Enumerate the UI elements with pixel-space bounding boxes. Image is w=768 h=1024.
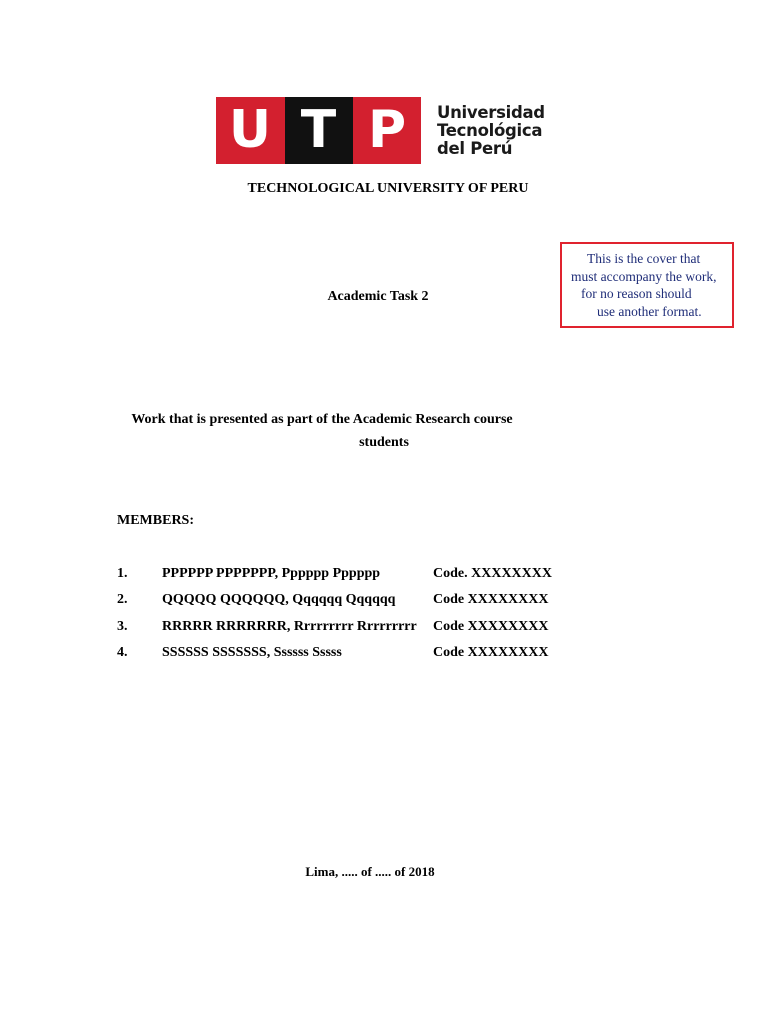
member-code: Code XXXXXXXX bbox=[433, 645, 549, 660]
logo-letter-p: P bbox=[367, 100, 407, 160]
members-heading: MEMBERS: bbox=[117, 513, 194, 528]
utp-logo-mark bbox=[216, 97, 421, 164]
logo-letter-t: T bbox=[300, 100, 337, 160]
note-line: This is the cover that bbox=[587, 251, 701, 266]
member-number: 4. bbox=[117, 645, 128, 660]
students-label: students bbox=[359, 435, 409, 450]
member-code: Code XXXXXXXX bbox=[433, 592, 549, 607]
logo-text-line: Universidad bbox=[437, 102, 545, 122]
member-code: Code XXXXXXXX bbox=[433, 619, 549, 634]
member-code: Code. XXXXXXXX bbox=[433, 566, 552, 581]
member-name: SSSSSS SSSSSSS, Ssssss Sssss bbox=[162, 645, 342, 660]
task-title: Academic Task 2 bbox=[327, 289, 429, 304]
place-date-footer: Lima, ..... of ..... of 2018 bbox=[305, 864, 435, 879]
note-line: for no reason should bbox=[581, 286, 692, 301]
member-number: 3. bbox=[117, 619, 128, 634]
note-line: must accompany the work, bbox=[571, 269, 717, 284]
note-line: use another format. bbox=[597, 304, 702, 319]
member-name: RRRRR RRRRRRR, Rrrrrrrrr Rrrrrrrrr bbox=[162, 619, 417, 634]
university-title: TECHNOLOGICAL UNIVERSITY OF PERU bbox=[247, 181, 529, 196]
logo-wordmark bbox=[437, 104, 545, 158]
logo-text-line: Tecnológica bbox=[437, 120, 543, 140]
member-number: 2. bbox=[117, 592, 128, 607]
logo-text-line: del Perú bbox=[437, 138, 513, 158]
format-note-box bbox=[560, 242, 734, 328]
work-description: Work that is presented as part of the Academic Research course bbox=[131, 412, 513, 427]
logo-letter-u: U bbox=[228, 100, 272, 160]
utp-logo bbox=[216, 97, 545, 164]
member-number: 1. bbox=[117, 566, 128, 581]
member-name: QQQQQ QQQQQQ, Qqqqqq Qqqqqq bbox=[162, 592, 396, 607]
member-name: PPPPPP PPPPPPP, Pppppp Pppppp bbox=[162, 566, 381, 581]
